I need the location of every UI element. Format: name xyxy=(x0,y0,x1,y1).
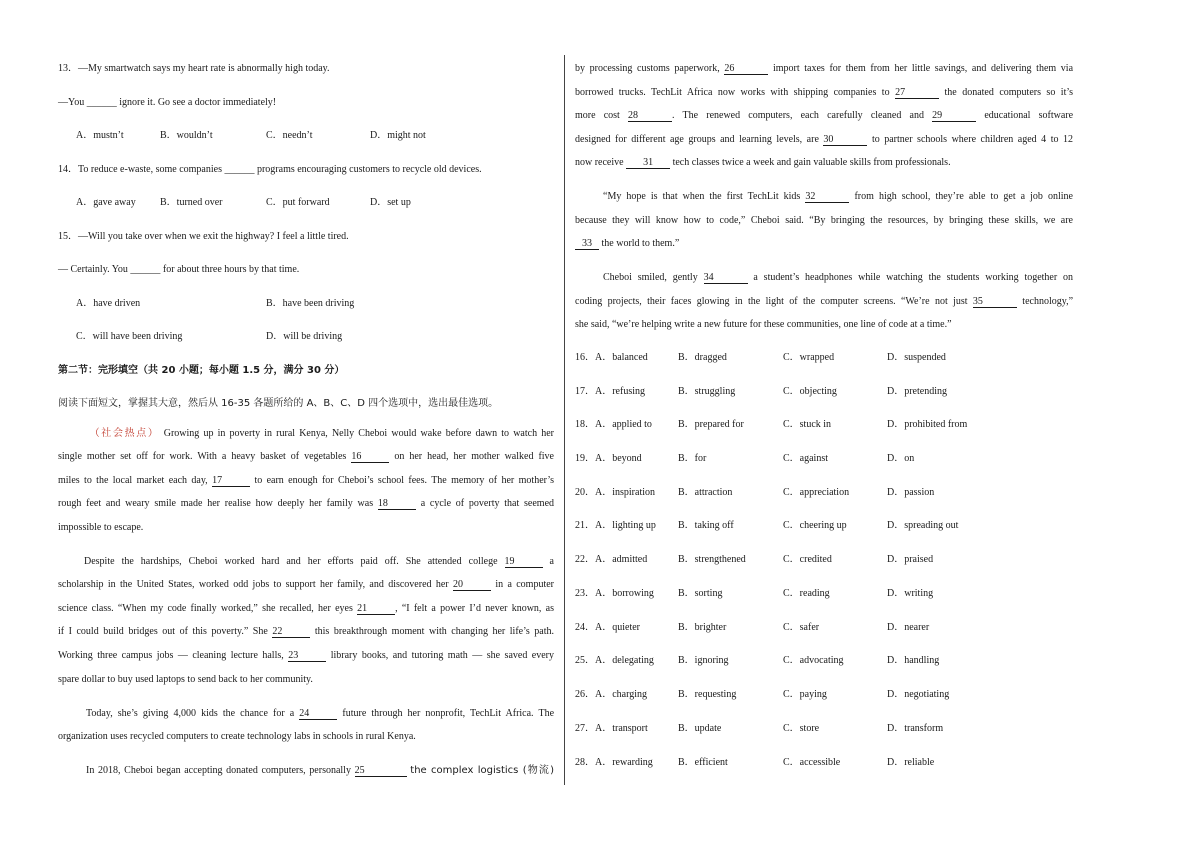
p1-line1: （社会热点） Growing up in poverty in rural Kenya, Nelly Cheboi would wake before dawn to watch her xyxy=(88,428,554,439)
p2-line2: scholarship in the United States, worked odd jobs to support her family, and discovered her 20 in a computer xyxy=(58,579,554,590)
question-number: 25． xyxy=(575,655,595,666)
q13-option-d[interactable]: D．might not xyxy=(370,130,426,141)
option-d[interactable]: D．passion xyxy=(887,487,935,498)
option-d[interactable]: D．transform xyxy=(887,723,944,734)
option-b[interactable]: B．taking off xyxy=(678,520,734,531)
p5-line2: because they will know how to code,” Cheboi said. “By bringing the resources, by bringing these skills, we are xyxy=(575,215,1073,226)
p5-line1: “My hope is that when the first TechLit kids 32 from high school, they’re able to get a job online xyxy=(603,191,1073,202)
blank-19[interactable]: 19 xyxy=(505,556,543,568)
blank-17[interactable]: 17 xyxy=(212,475,250,487)
blank-25[interactable]: 25 xyxy=(355,765,407,777)
question-number: 22． xyxy=(575,554,595,565)
blank-22[interactable]: 22 xyxy=(272,626,310,638)
options-row-19 xyxy=(575,453,1073,465)
blank-27[interactable]: 27 xyxy=(895,87,939,99)
blank-26[interactable]: 26 xyxy=(724,63,768,75)
option-d[interactable]: D．suspended xyxy=(887,352,946,363)
p1-line2: single mother set off for work. With a heavy basket of vegetables 16 on her head, her mother walked five xyxy=(58,451,554,462)
option-c[interactable]: C．safer xyxy=(783,622,820,633)
question-number: 16． xyxy=(575,352,595,363)
option-b[interactable]: B．prepared for xyxy=(678,419,744,430)
option-d[interactable]: D．reliable xyxy=(887,757,935,768)
option-a[interactable]: A．balanced xyxy=(595,352,648,363)
option-d[interactable]: D．nearer xyxy=(887,622,930,633)
option-b[interactable]: B．update xyxy=(678,723,722,734)
option-c[interactable]: C．wrapped xyxy=(783,352,835,363)
option-d[interactable]: D．writing xyxy=(887,588,934,599)
option-b[interactable]: B．ignoring xyxy=(678,655,729,666)
blank-29[interactable]: 29 xyxy=(932,110,976,122)
option-d[interactable]: D．praised xyxy=(887,554,934,565)
option-a[interactable]: A．borrowing xyxy=(595,588,654,599)
q15-option-b[interactable]: B．have been driving xyxy=(266,298,355,309)
blank-21[interactable]: 21 xyxy=(357,603,395,615)
p3-line1: Today, she’s giving 4,000 kids the chance for a 24 future through her nonprofit, TechLit Africa. The xyxy=(86,708,555,719)
options-row-21 xyxy=(575,520,1073,532)
p4c-line3: more cost 28 . The renewed computers, each carefully cleaned and 29 educational software xyxy=(575,110,1074,121)
p3-line2: organization uses recycled computers to create technology labs in schools in rural Kenya. xyxy=(58,731,416,742)
q13-option-c[interactable]: C．needn’t xyxy=(266,130,313,141)
options-row-22 xyxy=(575,554,1073,566)
blank-16[interactable]: 16 xyxy=(351,451,389,463)
option-c[interactable]: C．objecting xyxy=(783,386,837,397)
q15-stem: 15．—Will you take over when we exit the highway? I feel a little tired. xyxy=(58,231,349,242)
column-divider xyxy=(564,55,565,785)
option-d[interactable]: D．on xyxy=(887,453,915,464)
q13-stem: 13．—My smartwatch says my heart rate is abnormally high today. xyxy=(58,63,330,74)
blank-34[interactable]: 34 xyxy=(704,272,748,284)
q14-option-a[interactable]: A．gave away xyxy=(76,197,136,208)
p4c-line4: designed for different age groups and learning levels, are 30 to partner schools where children aged 4 to 12 xyxy=(575,134,1073,145)
p4-line1: In 2018, Cheboi began accepting donated computers, personally 25 the complex logistics (物流) xyxy=(86,765,554,776)
option-b[interactable]: B．brighter xyxy=(678,622,727,633)
option-b[interactable]: B．efficient xyxy=(678,757,728,768)
option-b[interactable]: B．dragged xyxy=(678,352,727,363)
option-c[interactable]: C．reading xyxy=(783,588,830,599)
option-c[interactable]: C．against xyxy=(783,453,828,464)
q13-response: —You ______ ignore it. Go see a doctor immediately! xyxy=(58,97,277,108)
p4c-line1: by processing customs paperwork, 26 import taxes for them from her little savings, and delivering them via xyxy=(575,63,1074,74)
options-row-16 xyxy=(575,352,1073,364)
blank-31[interactable]: 31 xyxy=(626,157,670,169)
options-row-27 xyxy=(575,723,1073,735)
blank-35[interactable]: 35 xyxy=(973,296,1017,308)
question-number: 19． xyxy=(575,453,595,464)
blank-32[interactable]: 32 xyxy=(805,191,849,203)
hot-topic-tag: （社会热点） xyxy=(88,428,160,439)
p2-line3: science class. “When my code finally worked,” she recalled, her eyes 21 , “I felt a power I’d never known, as xyxy=(58,603,555,614)
q14-option-c[interactable]: C．put forward xyxy=(266,197,330,208)
blank-24[interactable]: 24 xyxy=(299,708,337,720)
option-a[interactable]: A．transport xyxy=(595,723,648,734)
option-b[interactable]: B．sorting xyxy=(678,588,723,599)
p1-line4: rough feet and weary smile made her realise how deeply her family was 18 a cycle of poverty that seemed xyxy=(58,498,555,509)
blank-20[interactable]: 20 xyxy=(453,579,491,591)
option-b[interactable]: B．for xyxy=(678,453,707,464)
option-b[interactable]: B．struggling xyxy=(678,386,736,397)
p6-line2: coding projects, their faces glowing in the light of the computer screens. “We’re not just 35 technology,” xyxy=(575,296,1074,307)
question-number: 17． xyxy=(575,386,595,397)
option-d[interactable]: D．handling xyxy=(887,655,940,666)
option-a[interactable]: A．admitted xyxy=(595,554,648,565)
option-c[interactable]: C．cheering up xyxy=(783,520,847,531)
p2-line1: Despite the hardships, Cheboi worked hard and her efforts paid off. She attended college 19 a xyxy=(84,556,554,567)
p6-line1: Cheboi smiled, gently 34 a student’s headphones while watching the students working together on xyxy=(603,272,1074,283)
q14-option-d[interactable]: D．set up xyxy=(370,197,411,208)
option-a[interactable]: A．charging xyxy=(595,689,648,700)
options-row-17 xyxy=(575,386,1073,398)
options-row-28 xyxy=(575,757,1073,769)
option-b[interactable]: B．strengthened xyxy=(678,554,746,565)
p1-line5: impossible to escape. xyxy=(58,522,144,533)
option-a[interactable]: A．quieter xyxy=(595,622,640,633)
options-row-23 xyxy=(575,588,1073,600)
option-c[interactable]: C．store xyxy=(783,723,820,734)
question-number: 23． xyxy=(575,588,595,599)
question-number: 20． xyxy=(575,487,595,498)
p2-line6: spare dollar to buy used laptops to send back to her community. xyxy=(58,674,313,685)
p2-line5: Working three campus jobs — cleaning lecture halls, 23 library books, and tutoring math — she saved every xyxy=(58,650,555,661)
options-row-26 xyxy=(575,689,1073,701)
option-a[interactable]: A．rewarding xyxy=(595,757,653,768)
option-a[interactable]: A．lighting up xyxy=(595,520,656,531)
option-a[interactable]: A．beyond xyxy=(595,453,642,464)
options-row-20 xyxy=(575,487,1073,499)
p4c-line5: now receive 31 tech classes twice a week and gain valuable skills from professionals. xyxy=(575,157,951,168)
option-c[interactable]: C．appreciation xyxy=(783,487,850,498)
option-c[interactable]: C．accessible xyxy=(783,757,841,768)
q15-option-d[interactable]: D．will be driving xyxy=(266,331,343,342)
p2-line4: if I could build bridges out of this poverty.” She 22 this breakthrough moment with changing her life’s path. xyxy=(58,626,555,637)
question-number: 28． xyxy=(575,757,595,768)
q14-stem: 14．To reduce e-waste, some companies ______ programs encouraging customers to recycle old devices. xyxy=(58,164,482,175)
blank-33[interactable]: 33 xyxy=(575,238,599,250)
option-d[interactable]: D．spreading out xyxy=(887,520,959,531)
options-row-25 xyxy=(575,655,1073,667)
option-a[interactable]: A．delegating xyxy=(595,655,654,666)
question-number: 24． xyxy=(575,622,595,633)
options-row-18 xyxy=(575,419,1073,431)
question-number: 21． xyxy=(575,520,595,531)
option-a[interactable]: A．applied to xyxy=(595,419,652,430)
option-d[interactable]: D．prohibited from xyxy=(887,419,968,430)
p6-line3: she said, “we’re helping write a new future for these communities, one line of code at a time.” xyxy=(575,319,952,330)
blank-23[interactable]: 23 xyxy=(288,650,326,662)
option-c[interactable]: C．paying xyxy=(783,689,827,700)
question-number: 27． xyxy=(575,723,595,734)
option-d[interactable]: D．pretending xyxy=(887,386,947,397)
option-b[interactable]: B．requesting xyxy=(678,689,737,700)
blank-28[interactable]: 28 xyxy=(628,110,672,122)
options-row-24 xyxy=(575,622,1073,634)
option-b[interactable]: B．attraction xyxy=(678,487,733,498)
section-instructions: 阅读下面短文，掌握其大意，然后从 16-35 各题所给的 A、B、C、D 四个选项中，选出最佳选项。 xyxy=(58,398,499,409)
option-a[interactable]: A．refusing xyxy=(595,386,645,397)
blank-30[interactable]: 30 xyxy=(823,134,867,146)
option-c[interactable]: C．stuck in xyxy=(783,419,832,430)
q13-option-a[interactable]: A．mustn’t xyxy=(76,130,124,141)
p4c-line2: borrowed trucks. TechLit Africa now works with shipping companies to 27 the donated computers so it’s xyxy=(575,87,1074,98)
q15-option-a[interactable]: A．have driven xyxy=(76,298,141,309)
q15-option-c[interactable]: C．will have been driving xyxy=(76,331,183,342)
p1-line3: miles to the local market each day, 17 to earn enough for Cheboi’s school fees. The memory of her mother’s xyxy=(58,475,555,486)
question-number: 26． xyxy=(575,689,595,700)
question-number: 18． xyxy=(575,419,595,430)
option-a[interactable]: A．inspiration xyxy=(595,487,655,498)
option-c[interactable]: C．credited xyxy=(783,554,832,565)
q15-response: — Certainly. You ______ for about three hours by that time. xyxy=(58,264,300,275)
option-c[interactable]: C．advocating xyxy=(783,655,844,666)
q14-option-b[interactable]: B．turned over xyxy=(160,197,223,208)
p5-line3: 33 the world to them.” xyxy=(575,238,679,250)
blank-18[interactable]: 18 xyxy=(378,498,416,510)
option-d[interactable]: D．negotiating xyxy=(887,689,950,700)
q13-option-b[interactable]: B．wouldn’t xyxy=(160,130,213,141)
section-title: 第二节：完形填空（共 20 小题；每小题 1.5 分，满分 30 分） xyxy=(58,365,345,376)
